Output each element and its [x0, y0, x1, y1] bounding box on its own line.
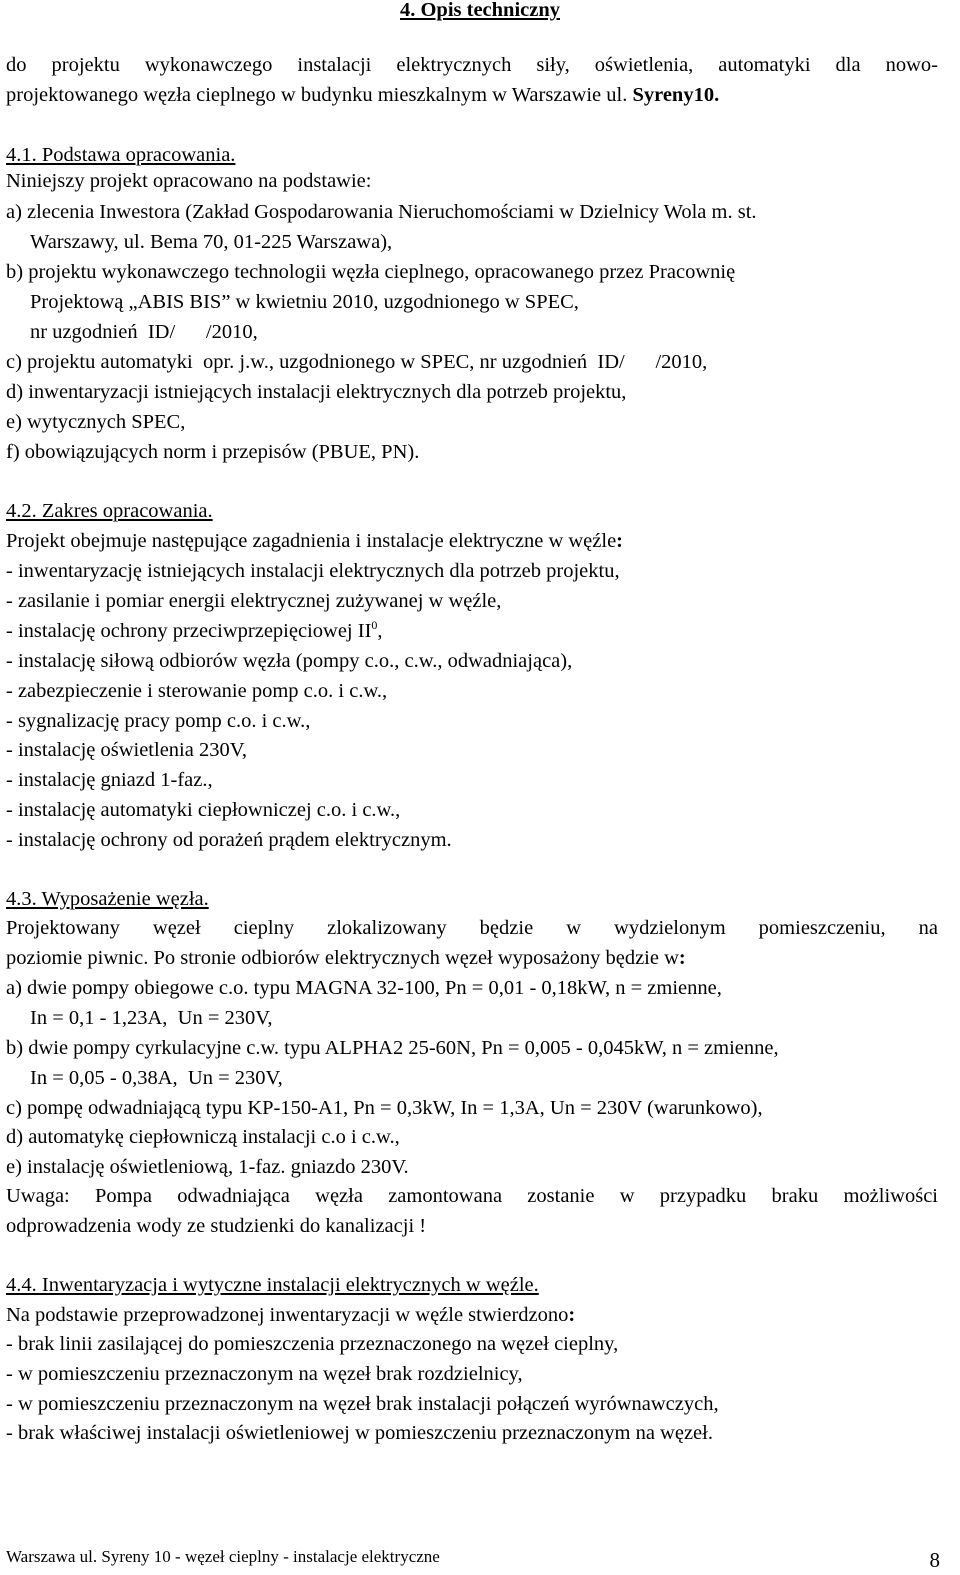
scope-item: - inwentaryzację istniejących instalacji elektrycznych dla potrzeb projektu,	[6, 560, 620, 582]
equipment-para-line-1: Projektowany węzeł cieplny zlokalizowany będzie w wydzielonym pomieszczeniu, na	[6, 917, 938, 939]
basis-item-a-line-2: Warszawy, ul. Bema 70, 01-225 Warszawa),	[30, 231, 393, 253]
equipment-para-colon: :	[678, 947, 686, 969]
equipment-item-c: c) pompę odwadniającą typu KP-150-A1, Pn = 0,3kW, In = 1,3A, Un = 230V (warunkowo),	[6, 1097, 763, 1119]
equipment-note-line-1: Uwaga: Pompa odwadniająca węzła zamontowana zostanie w przypadku braku możliwości	[6, 1185, 938, 1207]
section-4-2-lead	[6, 528, 938, 554]
scope-item: - instalację gniazd 1-faz.,	[6, 769, 213, 791]
section-4-4-lead-colon: :	[568, 1304, 576, 1326]
section-4-4-lead	[6, 1302, 938, 1328]
findings-item: - w pomieszczeniu przeznaczonym na węzeł brak rozdzielnicy,	[6, 1363, 523, 1385]
intro-location-bold: Syreny10.	[632, 84, 720, 106]
equipment-item-b-line-2: In = 0,05 - 0,38A, Un = 230V,	[30, 1067, 283, 1089]
scope-item: - zabezpieczenie i sterowanie pomp c.o. i c.w.,	[6, 680, 388, 702]
section-4-1-lead: Niniejszy projekt opracowano na podstawie:	[6, 170, 372, 192]
section-4-2-lead-colon: :	[616, 530, 623, 552]
section-4-1-heading: 4.1. Podstawa opracowania.	[6, 144, 236, 166]
basis-item-b-line-1: b) projektu wykonawczego technologii węzła cieplnego, opracowanego przez Pracownię	[6, 261, 736, 283]
section-4-4-lead-text: Na podstawie przeprowadzonej inwentaryzacji w węźle stwierdzono	[6, 1304, 569, 1326]
intro-line-2	[6, 82, 938, 108]
scope-item: - instalację oświetlenia 230V,	[6, 739, 248, 761]
scope-item	[6, 618, 938, 646]
basis-item-f: f) obowiązujących norm i przepisów (PBUE, PN).	[6, 441, 420, 463]
scope-item-text: - instalację ochrony przeciwprzepięciowej II	[6, 620, 372, 642]
scope-item: - instalację automatyki ciepłowniczej c.o. i c.w.,	[6, 799, 401, 821]
scope-item: - instalację ochrony od porażeń prądem elektrycznym.	[6, 829, 452, 851]
equipment-item-e: e) instalację oświetleniową, 1-faz. gniazdo 230V.	[6, 1156, 409, 1178]
section-4-4-heading: 4.4. Inwentaryzacja i wytyczne instalacji elektrycznych w węźle.	[6, 1274, 539, 1296]
findings-item: - brak linii zasilającej do pomieszczenia przeznaczonego na węzeł cieplny,	[6, 1333, 619, 1355]
document-title: 4. Opis techniczny	[399, 0, 561, 21]
scope-item: - zasilanie i pomiar energii elektrycznej zużywanej w węźle,	[6, 590, 502, 612]
equipment-item-d: d) automatykę ciepłowniczą instalacji c.o i c.w.,	[6, 1126, 400, 1148]
equipment-item-a-line-2: In = 0,1 - 1,23A, Un = 230V,	[30, 1007, 273, 1029]
scope-item: - instalację siłową odbiorów węzła (pompy c.o., c.w., odwadniająca),	[6, 650, 573, 672]
scope-item: - sygnalizację pracy pomp c.o. i c.w.,	[6, 710, 311, 732]
scope-item-tail: ,	[377, 620, 383, 642]
page-number: 8	[929, 1548, 940, 1572]
basis-item-e: e) wytycznych SPEC,	[6, 411, 186, 433]
basis-item-c: c) projektu automatyki opr. j.w., uzgodnionego w SPEC, nr uzgodnień ID/ /2010,	[6, 351, 708, 373]
basis-item-b-line-3: nr uzgodnień ID/ /2010,	[30, 321, 258, 343]
findings-item: - brak właściwej instalacji oświetleniowej w pomieszczeniu przeznaczonym na węzeł.	[6, 1422, 713, 1444]
equipment-item-a-line-1: a) dwie pompy obiegowe c.o. typu MAGNA 32-100, Pn = 0,01 - 0,18kW, n = zmienne,	[6, 977, 722, 999]
intro-line-2-text: projektowanego węzła cieplnego w budynku mieszkalnym w Warszawie ul.	[6, 84, 633, 106]
equipment-para-line-2-text: poziomie piwnic. Po stronie odbiorów elektrycznych węzeł wyposażony będzie w	[6, 947, 679, 969]
equipment-item-b-line-1: b) dwie pompy cyrkulacyjne c.w. typu ALPHA2 25-60N, Pn = 0,005 - 0,045kW, n = zmienne,	[6, 1037, 779, 1059]
class-superscript: 0	[371, 618, 378, 632]
findings-item: - w pomieszczeniu przeznaczonym na węzeł brak instalacji połączeń wyrównawczych,	[6, 1393, 719, 1415]
basis-item-b-line-2: Projektową „ABIS BIS” w kwietniu 2010, uzgodnionego w SPEC,	[30, 291, 579, 313]
basis-item-d: d) inwentaryzacji istniejących instalacji elektrycznych dla potrzeb projektu,	[6, 381, 627, 403]
section-4-3-heading: 4.3. Wyposażenie węzła.	[6, 888, 209, 910]
section-4-2-heading: 4.2. Zakres opracowania.	[6, 500, 213, 522]
equipment-para-line-2	[6, 945, 938, 971]
page-footer: Warszawa ul. Syreny 10 - węzeł cieplny - instalacje elektryczne	[6, 1547, 440, 1566]
equipment-note-line-2: odprowadzenia wody ze studzienki do kanalizacji !	[6, 1215, 427, 1237]
intro-line-1: do projektu wykonawczego instalacji elektrycznych siły, oświetlenia, automatyki dla nowo-	[6, 54, 938, 76]
basis-item-a-line-1: a) zlecenia Inwestora (Zakład Gospodarowania Nieruchomościami w Dzielnicy Wola m. st.	[6, 201, 757, 223]
section-4-2-lead-text: Projekt obejmuje następujące zagadnienia i instalacje elektryczne w węźle	[6, 530, 617, 552]
